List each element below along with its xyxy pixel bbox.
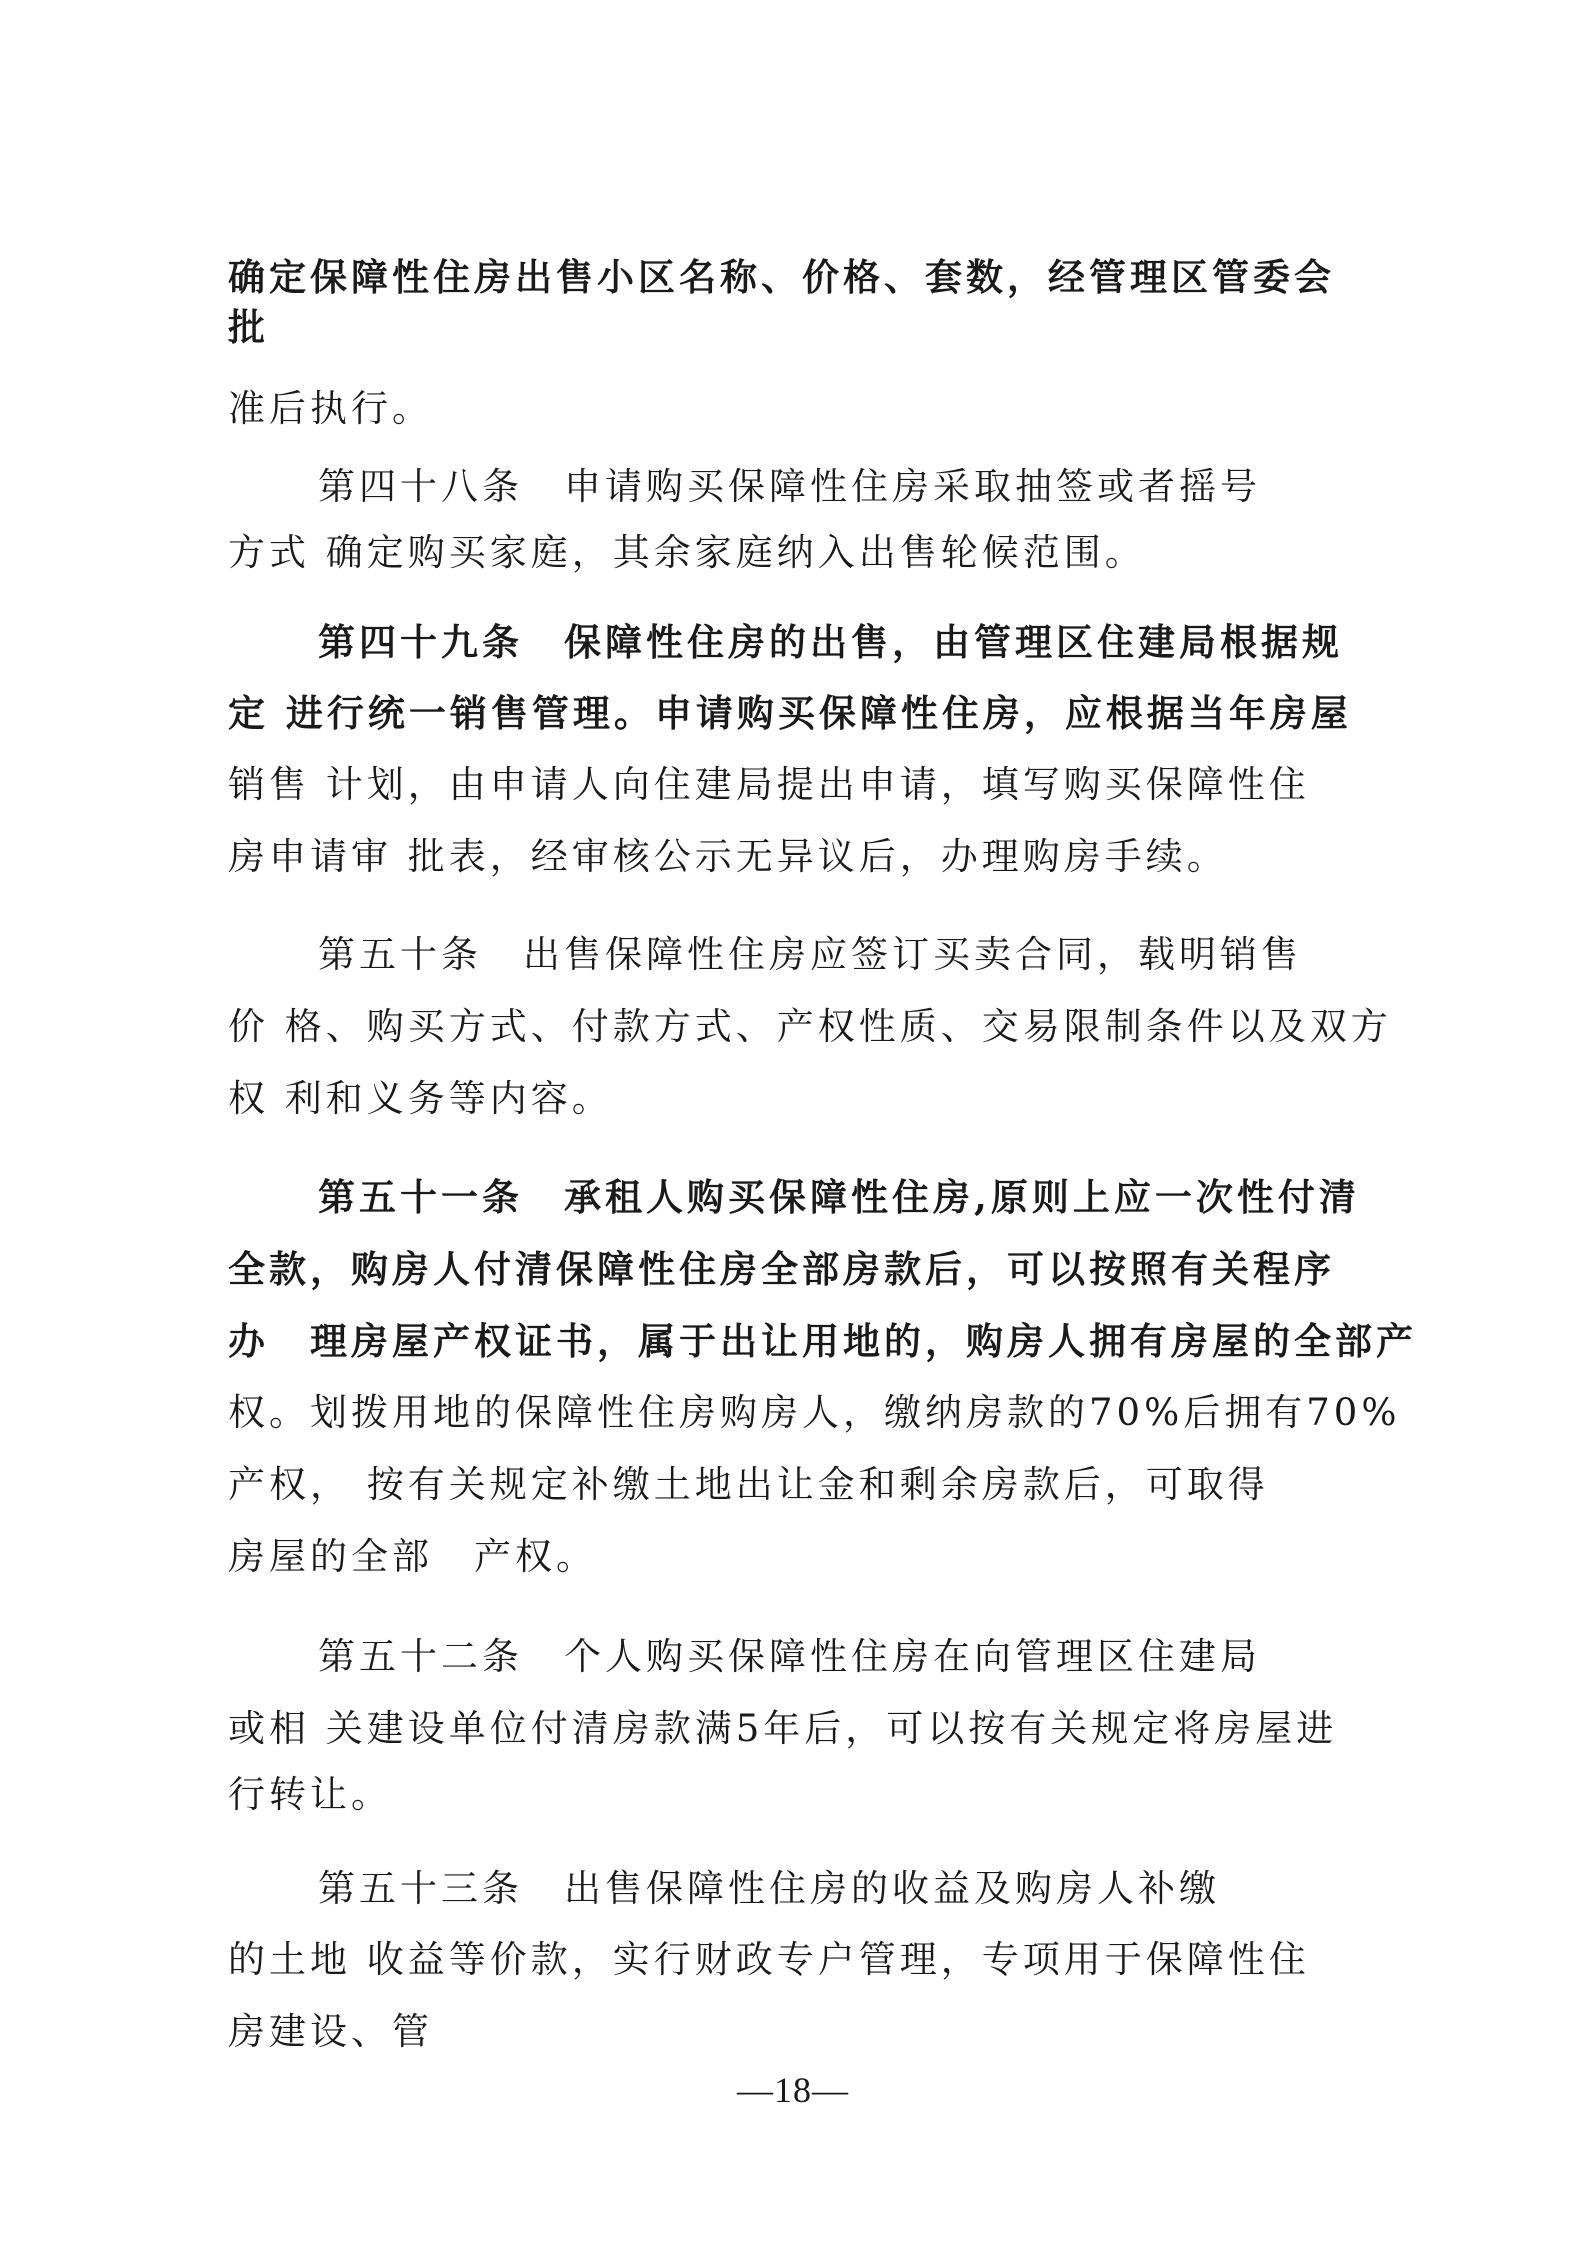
text-line: 权。划拨用地的保障性住房购房人，缴纳房款的70%后拥有70%: [228, 1391, 1401, 1434]
text-line: 房建设、管: [228, 2010, 433, 2053]
article-48-line: 第四十八条 申请购买保障性住房采取抽签或者摇号: [318, 465, 1261, 508]
article-53-line: 第五十三条 出售保障性住房的收益及购房人补缴: [318, 1867, 1220, 1910]
article-49-line: 第四十九条 保障性住房的出售，由管理区住建局根据规: [318, 620, 1343, 664]
text-line: 价 格、购买方式、付款方式、产权性质、交易限制条件以及双方: [228, 1005, 1392, 1048]
text-line: 产权， 按有关规定补缴土地出让金和剩余房款后，可取得: [228, 1463, 1269, 1506]
page-number: —18—: [737, 2070, 849, 2110]
text-line: 销售 计划，由申请人向住建局提出申请，填写购买保障性住: [228, 763, 1310, 806]
text-line: 方式 确定购买家庭，其余家庭纳入出售轮候范围。: [228, 531, 1146, 574]
text-line: 房申请审 批表，经审核公示无异议后，办理购房手续。: [228, 835, 1228, 878]
text-line: 房屋的全部 产权。: [228, 1535, 597, 1578]
text-line: 或相 关建设单位付清房款满5年后，可以按有关规定将房屋进: [228, 1707, 1338, 1750]
text-line: 办 理房屋产权证书，属于出让用地的，购房人拥有房屋的全部产: [228, 1319, 1417, 1363]
text-line: 行转让。: [228, 1773, 392, 1816]
text-line: 全款，购房人付清保障性住房全部房款后，可以按照有关程序: [228, 1247, 1335, 1291]
text-line: 批: [228, 305, 269, 349]
text-line: 准后执行。: [228, 387, 433, 430]
article-51-line: 第五十一条 承租人购买保障性住房,原则上应一次性付清: [318, 1175, 1360, 1219]
text-line: 的土地 收益等价款，实行财政专户管理，专项用于保障性住: [228, 1938, 1310, 1981]
article-50-line: 第五十条 出售保障性住房应签订买卖合同，载明销售: [318, 933, 1302, 976]
text-line: 确定保障性住房出售小区名称、价格、套数，经管理区管委会: [228, 255, 1335, 299]
text-line: 权 利和义务等内容。: [228, 1077, 613, 1120]
text-line: 定 进行统一销售管理。申请购买保障性住房，应根据当年房屋: [228, 691, 1352, 735]
article-52-line: 第五十二条 个人购买保障性住房在向管理区住建局: [318, 1635, 1261, 1678]
